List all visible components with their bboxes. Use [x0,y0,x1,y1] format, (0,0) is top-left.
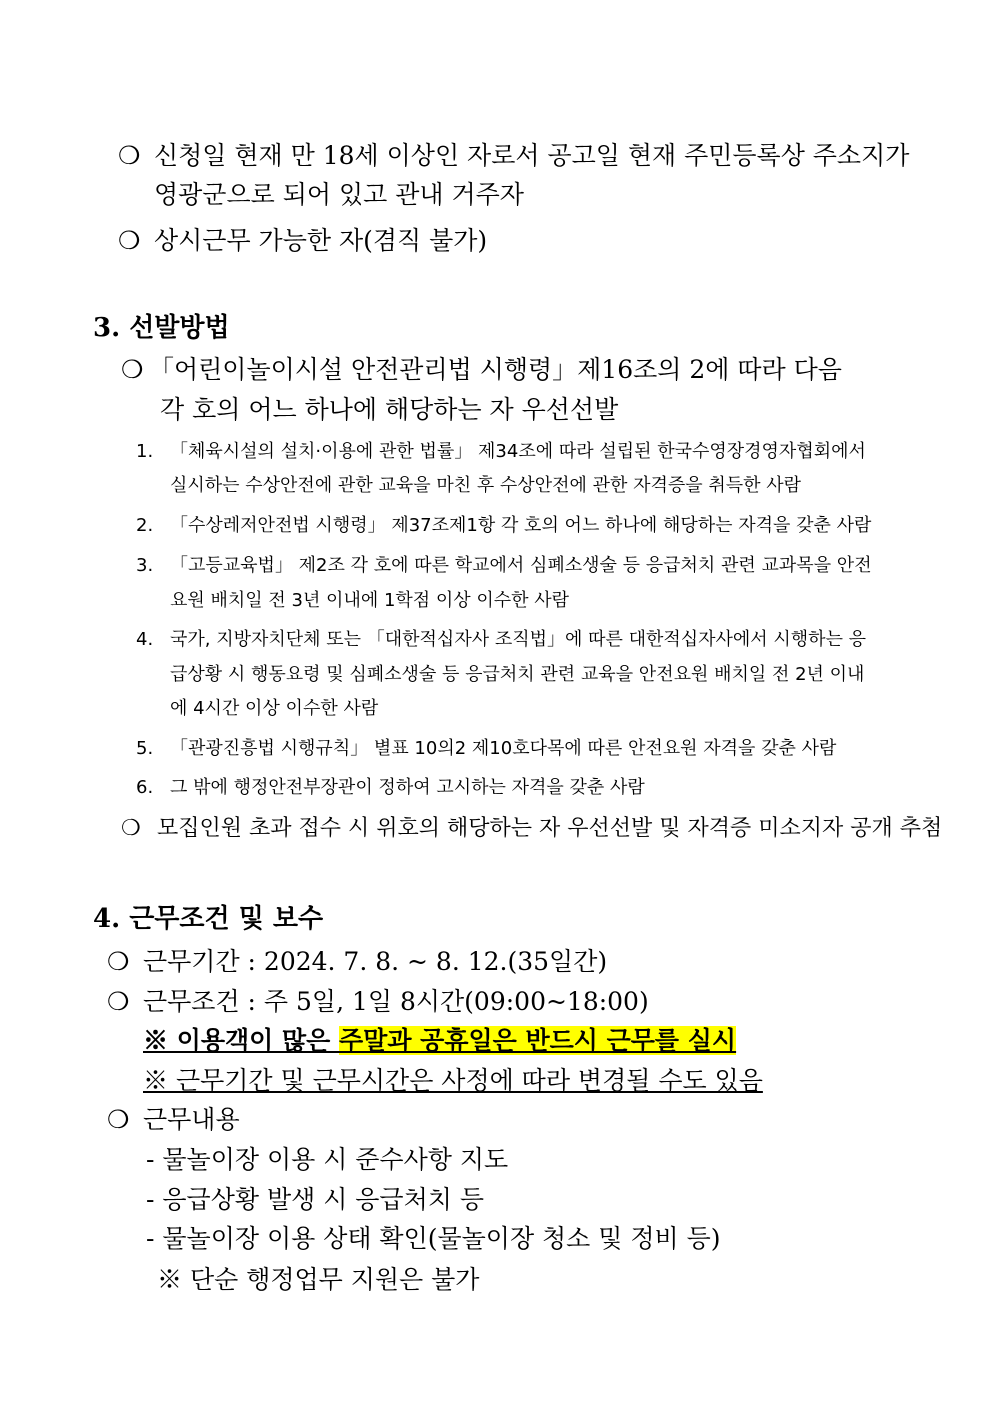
bullet-circle-icon: ❍ [121,355,144,384]
work-conditions [107,989,649,1014]
list-item-text: 「관광진흥법 시행규칙」 별표 10의2 제10호다목에 따른 안전요원 자격을 갖춘 사람 [170,738,837,759]
bullet-circle-icon: ❍ [107,987,130,1016]
note-admin: ※ 단순 행정업무 지원은 불가 [157,1265,480,1294]
list-item-3 [136,557,872,575]
work-conditions-text: 근무조건 : 주 5일, 1일 8시간(09:00~18:00) [143,987,649,1016]
work-duties [107,1107,240,1132]
list-item-text: 「체육시설의 설치·이용에 관한 법률」 제34조에 따라 설립된 한국수영장경영자협회에서 [170,441,866,462]
note-weekend-prefix: ※ 이용객이 많은 [143,1026,340,1055]
list-item-3-line-2: 요원 배치일 전 3년 이내에 1학점 이상 이수한 사람 [170,590,570,611]
list-item-text: 「수상레저안전법 시행령」 제37조제1항 각 호의 어느 하나에 해당하는 자격을 갖춘 사람 [170,515,872,536]
list-item-number: 2. [136,515,154,536]
bullet-circle-icon: ❍ [121,816,141,841]
list-item-number: 4. [136,629,154,650]
qualification-1-line-1: 신청일 현재 만 18세 이상인 자로서 공고일 현재 주민등록상 주소지가 [154,141,910,170]
note-weekend [143,1028,736,1053]
list-item-4-line-2: 급상황 시 행동요령 및 심폐소생술 등 응급처치 관련 교육을 안전요원 배치일 전 2년 이내 [170,664,865,685]
section-3-intro-line-1: 「어린이놀이시설 안전관리법 시행령」제16조의 2에 따라 다음 [149,355,842,384]
section-3-closing [121,818,942,840]
list-item-text: 「고등교육법」 제2조 각 호에 따른 학교에서 심폐소생술 등 응급처치 관련 교과목을 안전 [170,555,872,576]
work-period [107,949,607,974]
bullet-circle-icon: ❍ [118,226,141,255]
list-item-number: 3. [136,555,154,576]
note-weekend-highlight: 주말과 공휴일은 반드시 근무를 실시 [339,1026,737,1055]
list-item-1-line-2: 실시하는 수상안전에 관한 교육을 마친 후 수상안전에 관한 자격증을 취득한 사람 [170,475,802,496]
list-item-2 [136,517,871,535]
duty-item-2: - 응급상황 발생 시 응급처치 등 [146,1185,484,1214]
list-item-number: 1. [136,441,154,462]
qualification-item-2 [118,228,487,253]
bullet-circle-icon: ❍ [107,1105,130,1134]
list-item-4 [136,631,866,649]
section-4-heading: 4. 근무조건 및 보수 [93,904,324,934]
section-3-closing-text: 모집인원 초과 접수 시 위호의 해당하는 자 우선선발 및 자격증 미소지자 공개 추첨 [157,816,943,841]
note-schedule-change: ※ 근무기간 및 근무시간은 사정에 따라 변경될 수도 있음 [143,1066,763,1095]
bullet-circle-icon: ❍ [118,141,141,170]
bullet-circle-icon: ❍ [107,947,130,976]
list-item-text: 국가, 지방자치단체 또는 「대한적십자사 조직법」에 따른 대한적십자사에서 시행하는 응 [170,629,867,650]
work-duties-label: 근무내용 [143,1105,240,1134]
list-item-1 [136,443,866,461]
section-3-heading: 3. 선발방법 [93,313,230,343]
qualification-item-1 [118,143,909,168]
section-3-intro [121,357,842,382]
work-period-text: 근무기간 : 2024. 7. 8. ~ 8. 12.(35일간) [143,947,608,976]
duty-item-1: - 물놀이장 이용 시 준수사항 지도 [146,1145,509,1174]
list-item-4-line-3: 에 4시간 이상 이수한 사람 [170,698,379,719]
list-item-5 [136,740,836,758]
list-item-text: 그 밖에 행정안전부장관이 정하여 고시하는 자격을 갖춘 사람 [170,777,645,798]
qualification-1-line-2: 영광군으로 되어 있고 관내 거주자 [154,180,524,209]
qualification-2-text: 상시근무 가능한 자(겸직 불가) [154,226,488,255]
list-item-number: 6. [136,777,154,798]
section-3-intro-line-2: 각 호의 어느 하나에 해당하는 자 우선선발 [160,395,619,424]
duty-item-3: - 물놀이장 이용 상태 확인(물놀이장 청소 및 정비 등) [146,1224,721,1253]
list-item-number: 5. [136,738,154,759]
list-item-6 [136,779,645,797]
